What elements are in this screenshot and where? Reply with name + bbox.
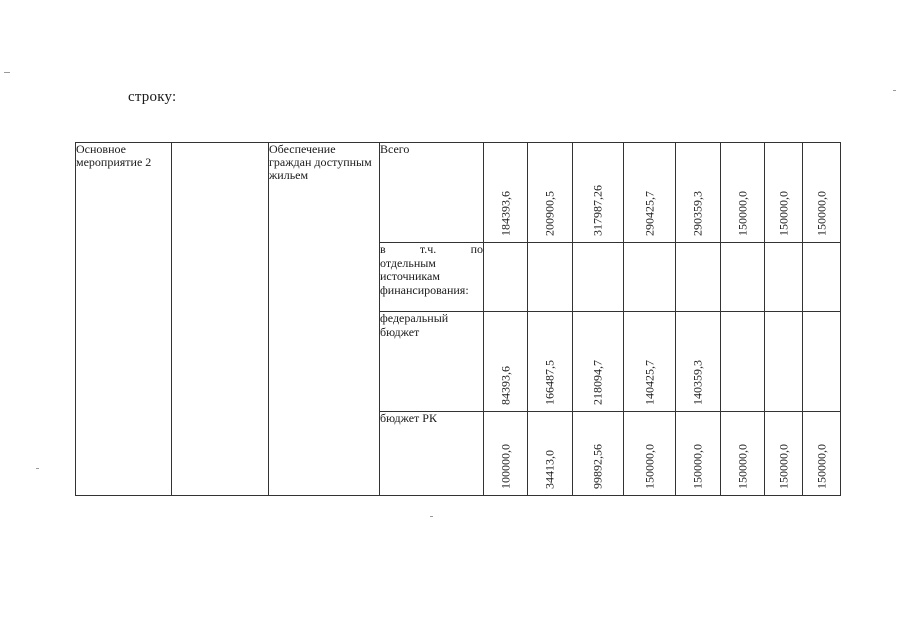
value-cell (484, 243, 528, 312)
label-word: т.ч. (419, 242, 437, 256)
value-text: 200900,5 (542, 191, 557, 236)
label-word: по (470, 242, 483, 256)
value-cell (721, 243, 765, 312)
value-text: 150000,0 (642, 444, 656, 489)
value-cell (624, 143, 676, 243)
value-text: 140425,7 (642, 360, 656, 405)
value-cell (676, 243, 721, 312)
value-cell (624, 243, 676, 312)
value-text: 150000,0 (776, 444, 790, 489)
value-cell (765, 143, 803, 243)
goal-cell: Обеспечение граждан доступным жильем (269, 143, 380, 496)
value-cell (765, 412, 803, 496)
value-cell (765, 243, 803, 312)
value-cell (803, 412, 841, 496)
funding-source-label: федеральный бюджет (380, 312, 484, 412)
funding-source-label: Всего (380, 143, 484, 243)
value-text: 150000,0 (735, 191, 749, 236)
value-cell (721, 412, 765, 496)
value-cell (528, 143, 573, 243)
value-cell (803, 312, 841, 412)
value-cell (676, 143, 721, 243)
value-text: 140359,3 (690, 360, 705, 405)
value-text: 218094,7 (590, 360, 605, 405)
value-text: 99892,56 (590, 444, 605, 489)
value-cell (765, 312, 803, 412)
value-text: 84393,6 (498, 366, 512, 405)
value-cell (528, 312, 573, 412)
value-cell (573, 243, 624, 312)
value-cell (528, 412, 573, 496)
value-text: 150000,0 (776, 191, 790, 236)
value-text: 150000,0 (814, 444, 828, 489)
value-cell (624, 312, 676, 412)
label-line: источникам (380, 269, 440, 283)
executor-cell (172, 143, 269, 496)
value-text: 166487,5 (542, 360, 557, 405)
value-cell (528, 243, 573, 312)
table-row (76, 143, 841, 243)
value-text: 34413,0 (542, 450, 557, 489)
value-cell (676, 312, 721, 412)
intro-text: строку: (128, 89, 177, 105)
value-cell (573, 312, 624, 412)
funding-source-label (380, 243, 484, 312)
event-name-cell: Основное мероприятие 2 (76, 143, 172, 496)
value-text: 317987,26 (590, 185, 605, 236)
label-first-line (380, 243, 483, 257)
label-word: в (380, 242, 386, 256)
label-line: отдельным (380, 255, 436, 270)
value-cell (573, 143, 624, 243)
value-text: 100000,0 (498, 444, 512, 489)
value-cell (803, 243, 841, 312)
value-cell (721, 143, 765, 243)
value-text: 290425,7 (642, 191, 656, 236)
value-text: 150000,0 (814, 191, 828, 236)
value-cell (676, 412, 721, 496)
label-line: финансирования: (380, 282, 469, 297)
value-cell (484, 312, 528, 412)
financing-table (75, 142, 841, 496)
value-text: 184393,6 (498, 191, 512, 236)
value-text: 290359,3 (690, 191, 705, 236)
funding-source-label: бюджет РК (380, 412, 484, 496)
value-text: 150000,0 (690, 444, 705, 489)
value-cell (624, 412, 676, 496)
value-cell (803, 143, 841, 243)
value-text: 150000,0 (735, 444, 749, 489)
value-cell (484, 143, 528, 243)
value-cell (721, 312, 765, 412)
value-cell (484, 412, 528, 496)
value-cell (573, 412, 624, 496)
